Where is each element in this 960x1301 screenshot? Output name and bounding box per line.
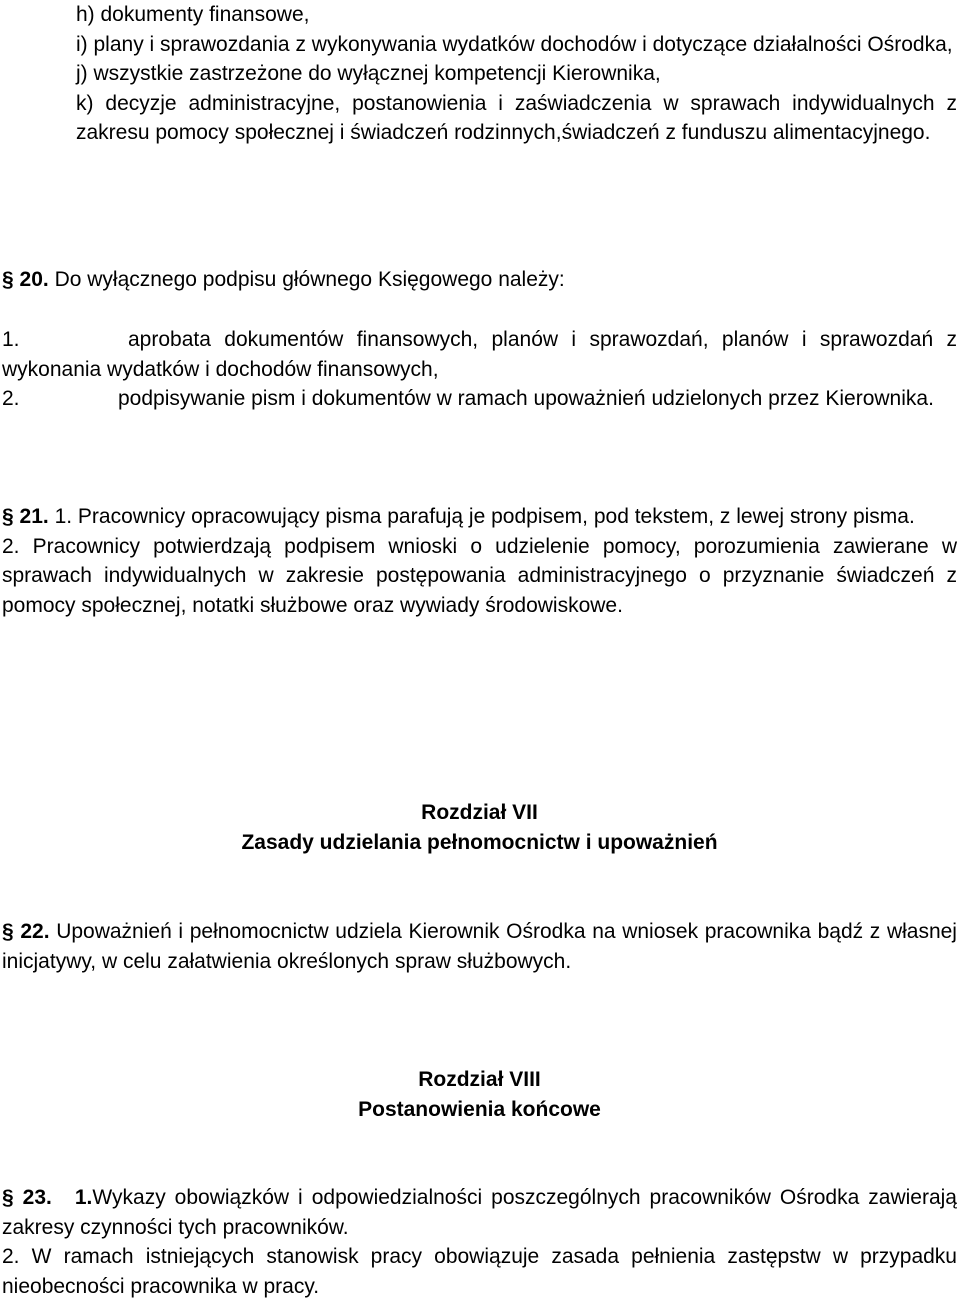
item-text: Pracownicy opracowujący pisma parafują je podpisem, pod tekstem, z lewej strony pisma. [77, 505, 915, 528]
item-text: podpisywanie pism i dokumentów w ramach upoważnień udzielonych przez Kierownika. [118, 387, 934, 410]
item-text: aprobata dokumentów finansowych, planów i sprawozdań, planów i sprawozdań z wykonania wydatków i dochodów finansowych, [2, 328, 957, 381]
chapter-subtitle: Postanowienia końcowe [358, 1097, 601, 1121]
list-item-j: j) wszystkie zastrzeżone do wyłącznej kompetencji Kierownika, [76, 62, 661, 85]
chapter-8-heading [2, 1065, 957, 1124]
section-23-item [2, 1242, 957, 1301]
list-block [76, 0, 957, 148]
section-21-mark: § 21. [2, 505, 49, 528]
section-23-item [2, 1183, 957, 1242]
item-number: 1. [2, 328, 20, 351]
chapter-title: Rozdział VII [421, 801, 538, 824]
section-22-text: Upoważnień i pełnomocnictw udziela Kierownik Ośrodka na wniosek pracownika bądź z własnej inicjatywy, w celu załatwienia określonych spraw służbowych. [2, 920, 957, 973]
item-text: W ramach istniejących stanowisk pracy obowiązuje zasada pełnienia zastępstw w przypadku nieobecności pracownika w pracy. [2, 1245, 957, 1298]
section-20-heading [2, 265, 957, 295]
section-23-mark: § 23. [2, 1186, 52, 1209]
item-number: 2. [2, 1245, 20, 1268]
section-20-text: Do wyłącznego podpisu głównego Księgowego należy: [54, 268, 565, 291]
chapter-7-heading [2, 798, 957, 857]
item-number: 2. [2, 387, 20, 410]
section-20-item [2, 325, 957, 384]
section-21-item [2, 502, 957, 532]
section-23 [2, 1183, 957, 1301]
section-20-item [2, 384, 957, 414]
item-text: Wykazy obowiązków i odpowiedzialności poszczególnych pracowników Ośrodka zawierają zakresy czynności tych pracowników. [2, 1186, 957, 1239]
section-22 [2, 917, 957, 976]
section-22-mark: § 22. [2, 920, 50, 943]
section-21 [2, 502, 957, 620]
section-22-paragraph [2, 917, 957, 976]
section-21-item [2, 532, 957, 621]
item-number: 2. [2, 534, 20, 558]
list-item-k: k) decyzje administracyjne, postanowienia i zaświadczenia w sprawach indywidualnych z zakresu pomocy społecznej i świadczeń rodzinnych,świadczeń z funduszu alimentacyjnego. [76, 91, 957, 144]
item-number: 1. [54, 505, 73, 528]
section-20-items [2, 325, 957, 414]
section-20-mark: § 20. [2, 268, 49, 291]
list-item-h: h) dokumenty finansowe, [76, 3, 310, 26]
list-item-i: i) plany i sprawozdania z wykonywania wydatków dochodów i dotyczące działalności Ośrodka, [76, 32, 953, 56]
chapter-title: Rozdział VIII [418, 1068, 541, 1091]
chapter-subtitle: Zasady udzielania pełnomocnictw i upoważnień [241, 830, 718, 854]
item-number: 1. [74, 1186, 93, 1209]
item-text: Pracownicy potwierdzają podpisem wnioski o udzielenie pomocy, porozumienia zawierane w sprawach indywidualnych w zakresie postępowania administracyjnego o przyznanie świadczeń z pomocy społecznej, notatki służbowe oraz wywiady środowiskowe. [2, 534, 958, 617]
